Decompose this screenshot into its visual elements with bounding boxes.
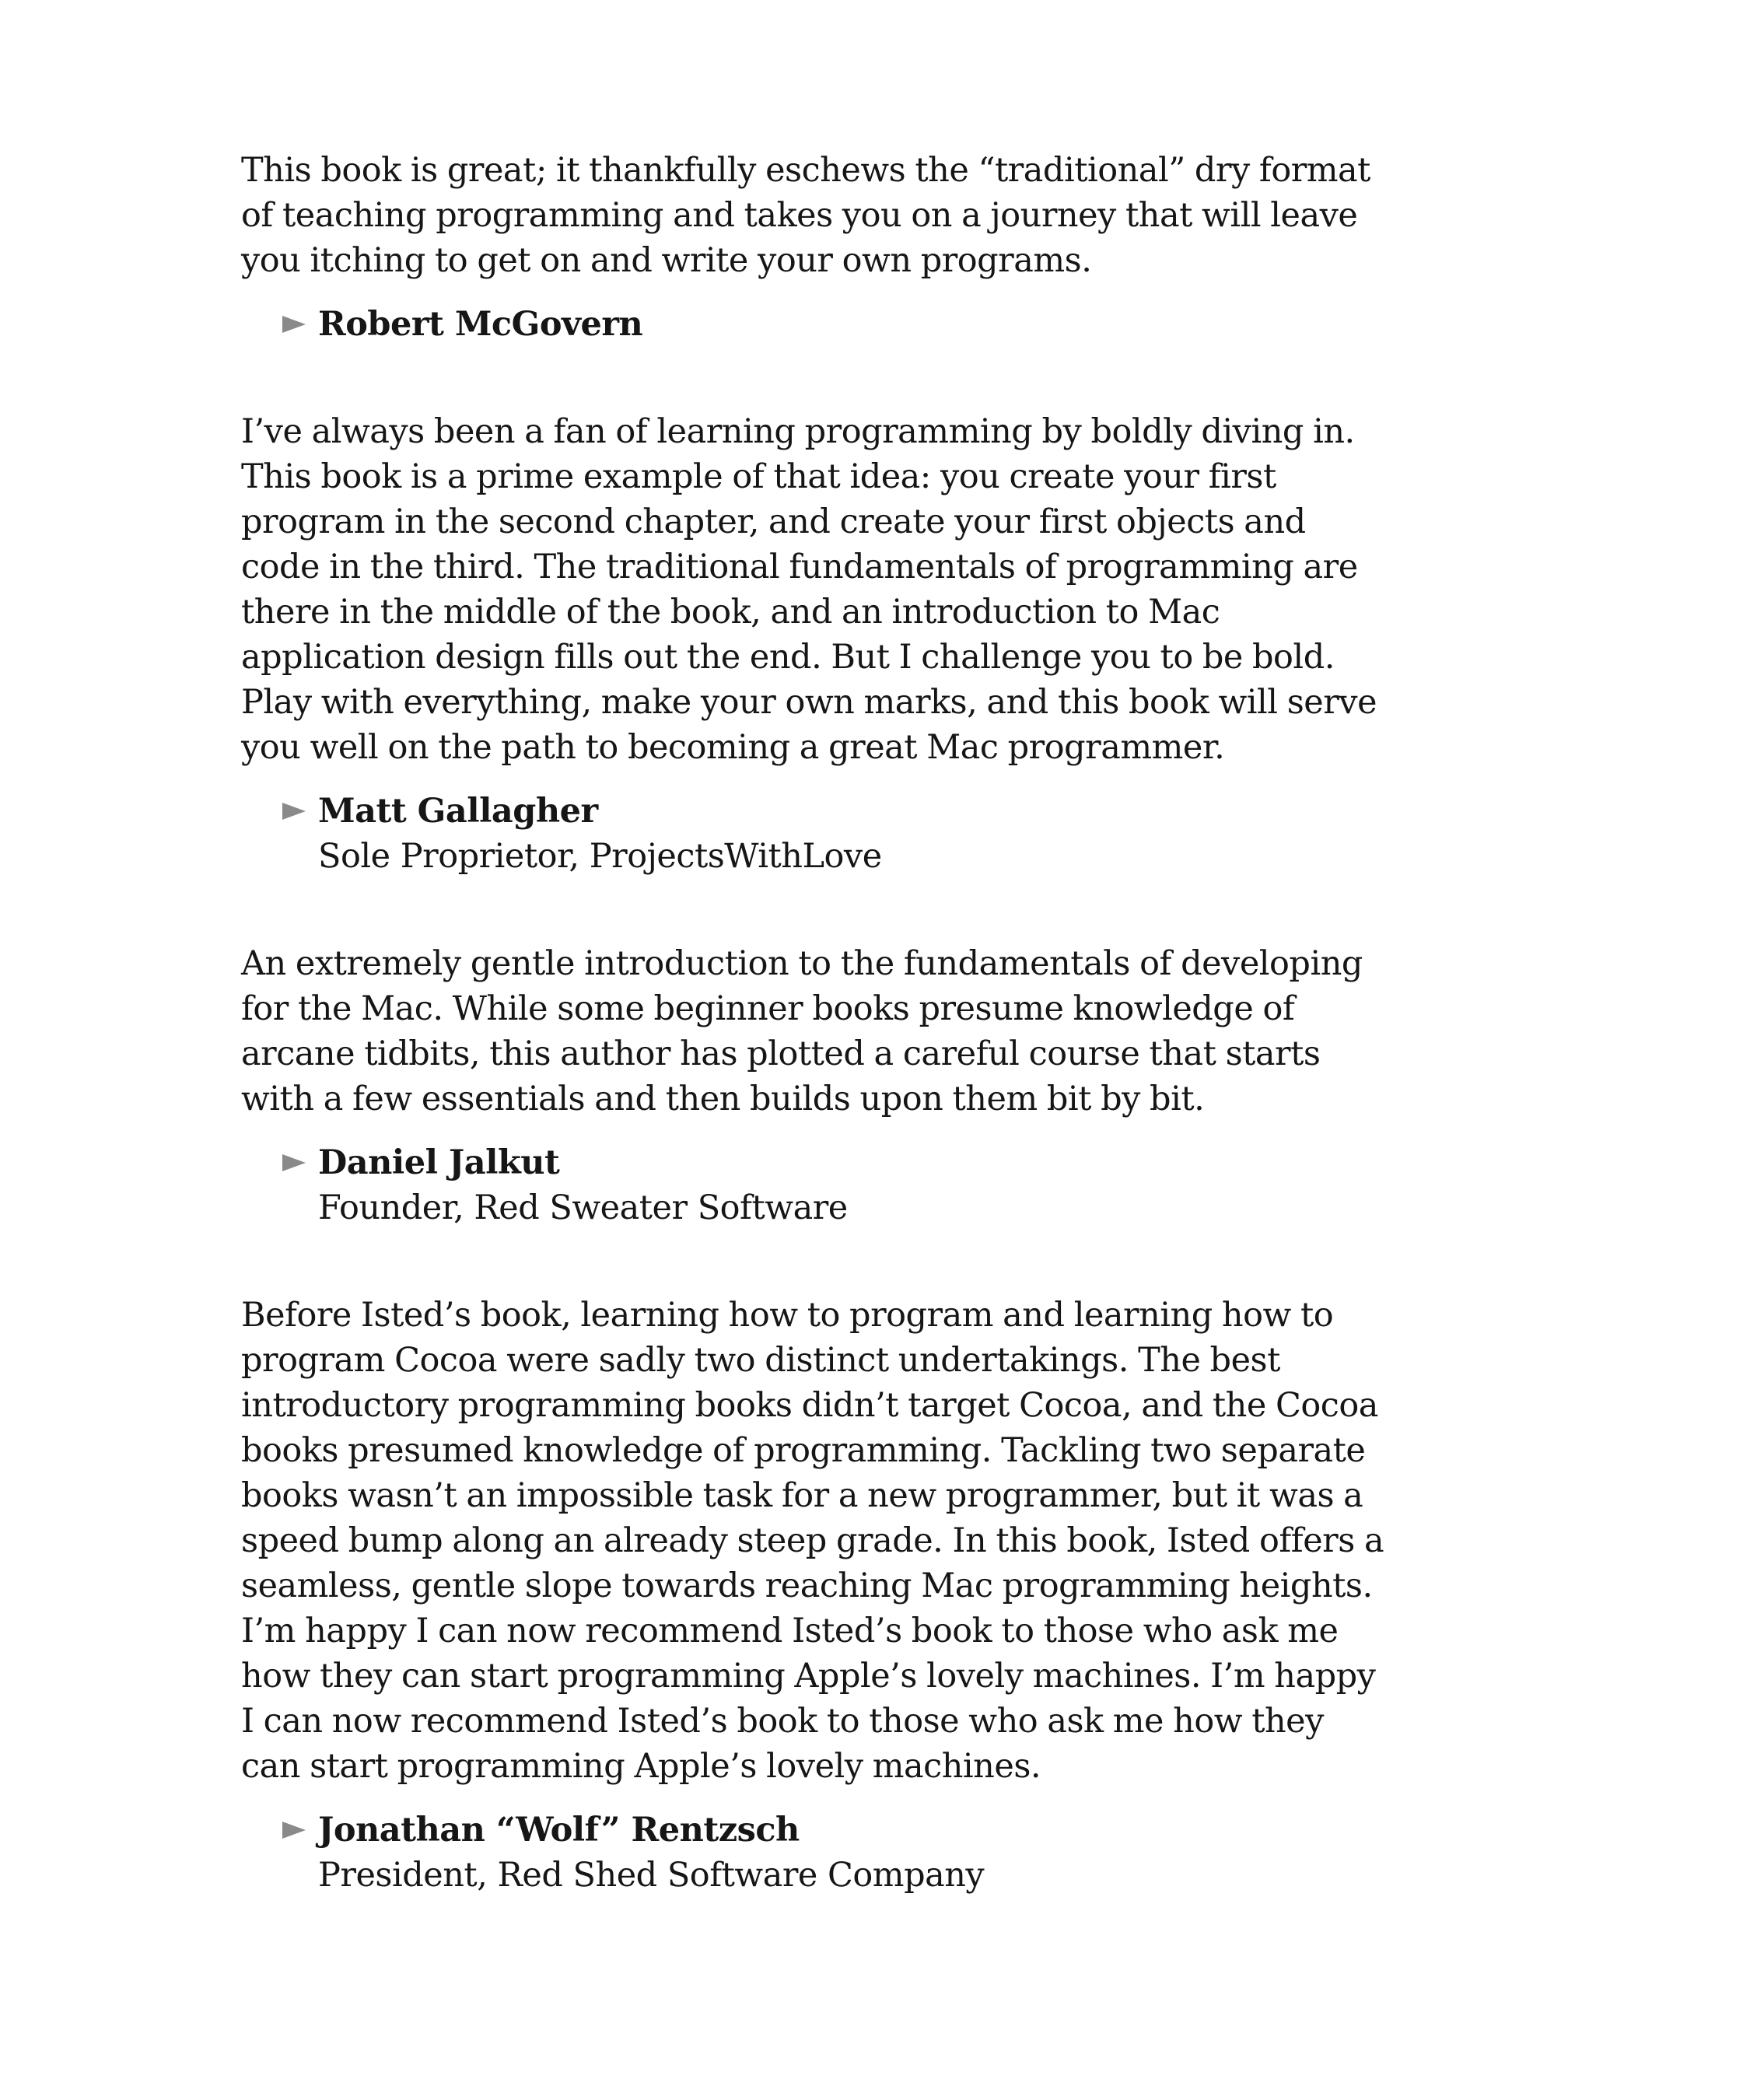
author-role: Sole Proprietor, ProjectsWithLove xyxy=(318,837,882,876)
testimonial-1 xyxy=(241,148,1384,347)
right-triangle-icon xyxy=(282,1140,318,1185)
right-triangle-icon xyxy=(282,789,318,834)
author-name: Matt Gallagher xyxy=(318,792,598,831)
author-role: Founder, Red Sweater Software xyxy=(318,1188,848,1227)
testimonial-text: I’ve always been a fan of learning programming by boldly diving in. This book is a prime example of that idea: you create your first program in the second chapter, and create your first objects and code in the third. The traditional fundamentals of programming are there in the middle of the book, and an introduction to Mac application design fills out the end. But I challenge you to be bold. Play with everything, make your own marks, and this book will serve you well on the path to becoming a great Mac programmer. xyxy=(241,412,1377,767)
author-name: Daniel Jalkut xyxy=(318,1143,560,1182)
attribution xyxy=(282,302,1384,347)
author-name: Jonathan “Wolf” Rentzsch xyxy=(318,1811,800,1850)
author-name: Robert McGovern xyxy=(318,305,643,344)
testimonial-4 xyxy=(241,1293,1384,1898)
attribution-body xyxy=(318,789,882,879)
right-triangle-icon xyxy=(282,1808,318,1853)
attribution xyxy=(282,1140,1384,1230)
attribution xyxy=(282,789,1384,879)
testimonial-text: Before Isted’s book, learning how to program and learning how to program Cocoa were sadly two distinct undertakings. The best introductory programming books didn’t target Cocoa, and the Cocoa books presumed knowledge of programming. Tackling two separate books wasn’t an impossible task for a new programmer, but it was a speed bump along an already steep grade. In this book, Isted offers a seamless, gentle slope towards reaching Mac programming heights. I’m happy I can now recommend Isted’s book to those who ask me how they can start programming Apple’s lovely machines. I’m happy I can now recommend Isted’s book to those who ask me how they can start programming Apple’s lovely machines. xyxy=(241,1296,1384,1786)
attribution xyxy=(282,1808,1384,1898)
testimonial-3 xyxy=(241,941,1384,1230)
author-role: President, Red Shed Software Company xyxy=(318,1856,985,1895)
testimonial-2 xyxy=(241,409,1384,879)
attribution-body xyxy=(318,1808,984,1898)
right-triangle-icon xyxy=(282,302,318,347)
testimonials-list xyxy=(241,148,1384,1960)
attribution-body xyxy=(318,302,642,347)
testimonial-text: This book is great; it thankfully eschews the “traditional” dry format of teaching programming and takes you on a journey that will leave you itching to get on and write your own programs. xyxy=(241,151,1370,280)
attribution-body xyxy=(318,1140,848,1230)
testimonial-text: An extremely gentle introduction to the fundamentals of developing for the Mac. While some beginner books presume knowledge of arcane tidbits, this author has plotted a careful course that starts with a few essentials and then builds upon them bit by bit. xyxy=(241,944,1363,1118)
